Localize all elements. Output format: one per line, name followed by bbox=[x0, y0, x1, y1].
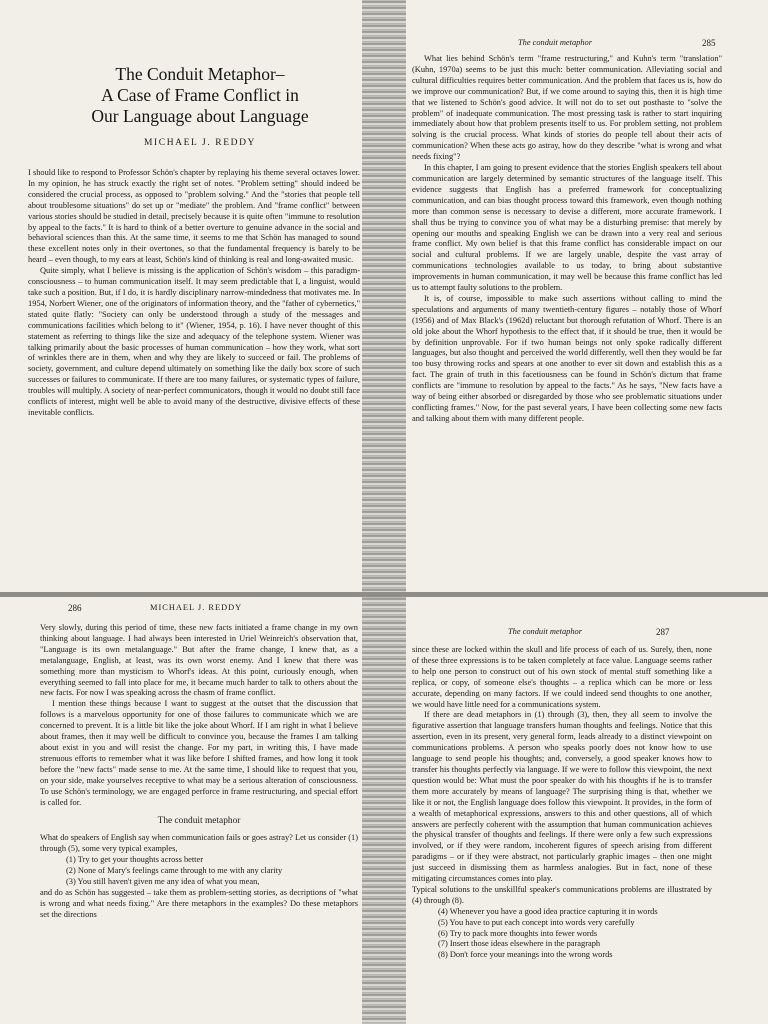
body-column bbox=[28, 168, 360, 419]
running-head: MICHAEL J. REDDY bbox=[150, 603, 243, 612]
page-top-right bbox=[384, 0, 768, 592]
page-bottom-left bbox=[0, 597, 384, 1024]
body-column bbox=[40, 623, 358, 921]
author-name: MICHAEL J. REDDY bbox=[143, 138, 257, 148]
paragraph: I mention these things because I want to suggest at the outset that the discussion that follows is a marvelous opportunity for one of those failures to communicate which we are concerned to prevent. It is a little bit like the joke about Whorf. If I am right in what I believe about frames, then it may well be difficult to convince you, because the frames I am talking about exist in you and will resist the change. For my part, in writing this, I have made strenuous efforts to remember what it was like before I shifted frames, and how long it took before the "new facts" made sense to me. At the same time, I should like to request that you, on your side, make yourselves receptive to what may be a serious alteration of consciousness. To use Schön's terminology, we are engaged perforce in frame restructuring, and special effort is called for. bbox=[40, 699, 358, 807]
title-line-2: A Case of Frame Conflict in bbox=[101, 85, 299, 105]
body-column bbox=[412, 645, 712, 961]
example-7: (7) Insert those ideas elsewhere in the paragraph bbox=[438, 939, 601, 949]
body-column bbox=[412, 54, 722, 425]
binding-gutter bbox=[384, 597, 406, 1024]
paragraph: since these are locked within the skull and life process of each of us. Surely, then, none of these three expressions is to be taken completely at face value. Language seems rather to help one person to construct out of his own stock of mental stuff something like a replica, or copy, of someone else's thoughts – a replica which can be more or less accurate, depending on many factors. If we could indeed send thoughts to one another, we would have little need for a communications system. bbox=[412, 645, 712, 709]
example-3: (3) You still haven't given me any idea of what you mean, bbox=[66, 876, 260, 886]
page-top-left bbox=[0, 0, 384, 592]
title-line-1: The Conduit Metaphor– bbox=[115, 64, 285, 84]
running-head bbox=[518, 38, 592, 47]
paragraph: What lies behind Schön's term "frame restructuring," and Kuhn's term "translation" (Kuhn, 1970a) seems to be just this much: better communication. Alleviating social and cultural difficulties requires better communication. And the problem that faces us is, how do we improve our communication? But, if we come around to saying this, then it is high time that we listened to Schön's good advice. It will not do to set out posthaste to "solve the problem" of inadequate communication. The most pressing task is rather to start inquiring immediately about how that problem presents itself to us. For problem setting, not problem solving is the crucial process. What kinds of stories do people tell about their acts of communication? When these acts go astray, how do they describe "what is wrong and what needs fixing"? bbox=[412, 54, 722, 162]
paragraph: Quite simply, what I believe is missing is the application of Schön's wisdom – this paradigm-consciousness – to human communication itself. It may seem predictable that I, a linguist, would take such a position. But, if I do, it is hardly disciplinary narrow-mindedness that motivates me. In 1954, Norbert Wiener, one of the originators of information theory, and the "father of cybernetics," stated quite flatly: "Society can only be understood through a study of the messages and communications facilities which belong to it" (Wiener, 1954, p. 16). I have never thought of this statement as referring to things like the size and adequacy of the telephone system. Wiener was talking primarily about the basic processes of human communication – how they work, what sort of wrinkles there are in them, when and why they are likely to succeed or fail. The problems of society, government, and culture depend ultimately on something like the daily box score of such successes or failures to communicate. If there are too many failures, or systematic types of failure, troubles will multiply. A society of near-perfect communicators, though it would no doubt still face conflicts of interest, might well be able to avoid many of the destructive, divisive effects of these inevitable conflicts. bbox=[28, 266, 360, 417]
paragraph: and do as Schön has suggested – take them as problem-setting stories, as decriptions of "what is wrong and what needs fixing." Are there metaphors in the examples? Do these metaphors set the directions bbox=[40, 887, 358, 919]
binding-gutter bbox=[362, 597, 384, 1024]
page-number: 286 bbox=[68, 603, 82, 613]
example-8: (8) Don't force your meanings into the wrong words bbox=[438, 950, 613, 960]
running-head bbox=[508, 627, 582, 636]
binding-gutter bbox=[362, 0, 384, 592]
example-5: (5) You have to put each concept into words very carefully bbox=[438, 917, 635, 927]
paragraph: If there are dead metaphors in (1) through (3), then, they all seem to involve the figurative assertion that language transfers human thoughts and feelings. Notice that this assertion, even in its present, very general form, leads already to a distinct viewpoint on communications problems. A person who speaks poorly does not know how to use language to send people his thoughts; and, conversely, a good speaker knows how to transfer his thoughts perfectly via language. If we were to follow this viewpoint, the next question would be: What must the poor speaker do with his thoughts if he is to transfer them more accurately by means of language? The surprising thing is that, whether we like it or not, the English language does follow this viewpoint. It provides, in the form of a wealth of metaphorical expressions, answers to this and other questions, all of which answers are perfectly coherent with the assumption that human communication achieves the physical transfer of thoughts and feelings. If there were only a few such expressions involved, or if they were random, incoherent figures of speech arising from different paradigms – or if they were abstract, not particularly graphic images – then one might just succeed in dismissing them as harmless analogies. But in fact, none of these mitigating circumstances comes into play. bbox=[412, 710, 712, 884]
page-number: 285 bbox=[702, 38, 716, 48]
example-2: (2) None of Mary's feelings came through to me with any clarity bbox=[66, 866, 283, 876]
paragraph: I should like to respond to Professor Schön's chapter by replaying his theme several octaves lower. In my opinion, he has struck exactly the right set of notes. "Problem setting" should indeed be considered the crucial process, as opposed to "problem solving." And the "stories that people tell about troublesome situations" do set up or "mediate" the problem. And "frame conflict" between various stories should be studied in detail, precisely because it is quite often "immune to resolution by appeal to the facts." It is hard to think of a better overture to genuine advance in the social and behavioral sciences than this. At the same time, it seems to me that Schön has managed to sound these excellent notes only in their overtones, so that the fundamental frequency is barely to be heard – even though, to my ears at least, Schön's kind of thinking is real and long-awaited music. bbox=[28, 168, 360, 265]
page-bottom-right bbox=[384, 597, 768, 1024]
paragraph: What do speakers of English say when communication fails or goes astray? Let us consider (1) through (5), some very typical examples, bbox=[40, 833, 358, 854]
example-4: (4) Whenever you have a good idea practice capturing it in words bbox=[438, 906, 658, 916]
section-heading: The conduit metaphor bbox=[157, 816, 241, 827]
running-head-text: The conduit metaphor bbox=[518, 38, 592, 47]
binding-gutter bbox=[384, 0, 406, 592]
title-line-3: Our Language about Language bbox=[91, 106, 309, 126]
example-6: (6) Try to pack more thoughts into fewer words bbox=[438, 928, 598, 938]
page-number: 287 bbox=[656, 627, 670, 637]
paragraph: Typical solutions to the unskillful speaker's communications problems are illustrated by (4) through (8). bbox=[412, 884, 712, 905]
paragraph: It is, of course, impossible to make such assertions without calling to mind the speculations and arguments of many twentieth-century figures – notably those of Whorf (1956) and of Max Black's (1962d) reluctant but thorough refutation of Whorf. There is an old joke about the Whorf hypothesis to the effect that, if it should be true, then it would be by definition unprovable. For if two human beings not only spoke radically different languages, but also thought and perceived the world differently, well then they would be far too busy throwing rocks and spears at one another to ever sit down and establish this as a fact. The grain of truth in this facetiousness can be found in Schön's dictum that frame conflicts are "immune to resolution by appeal to the facts." As he says, "New facts have a way of being either absorbed or disregarded by those who see problematic situations under conflicting frames." Now, for the past several years, I have been collecting some new facts and talking about them with many different people. bbox=[412, 293, 722, 423]
running-head-text: The conduit metaphor bbox=[508, 627, 582, 636]
paragraph: Very slowly, during this period of time, these new facts initiated a frame change in my own thinking about language. I had always been interested in Uriel Weinreich's observation that, "Language is its own metalanguage." But after the frame change, I knew that, as a metalanguage, English, at least, was its own worst enemy. And I knew that there was something more than mysticism to Whorf's ideas. At this point, curiously enough, when everything seemed to fall into place for me, it became much harder to talk to others about the new facts. For now I was speaking across the chasm of frame conflict. bbox=[40, 623, 358, 698]
example-1: (1) Try to get your thoughts across better bbox=[66, 855, 204, 865]
chapter-title bbox=[80, 64, 320, 127]
paragraph: In this chapter, I am going to present evidence that the stories English speakers tell about communication are largely determined by semantic structures of the language itself. This evidence suggests that English has a preferred framework for conceptualizing communication, and can bias thought process toward this framework, even though nothing more than common sense is necessary to devise a different, more accurate framework. I shall thus be trying to convince you of what may be a disturbing premise: that merely by opening our mouths and speaking English we can be drawn into a very real and serious frame conflict. My own belief is that this frame conflict has considerable impact on our social and cultural problems. If we are largely unable, despite the vast array of communications technologies available to us today, to bring about substantive improvements in human communication, it may well be because this frame conflict has led us to attempt faulty solutions to the problem. bbox=[412, 163, 722, 293]
